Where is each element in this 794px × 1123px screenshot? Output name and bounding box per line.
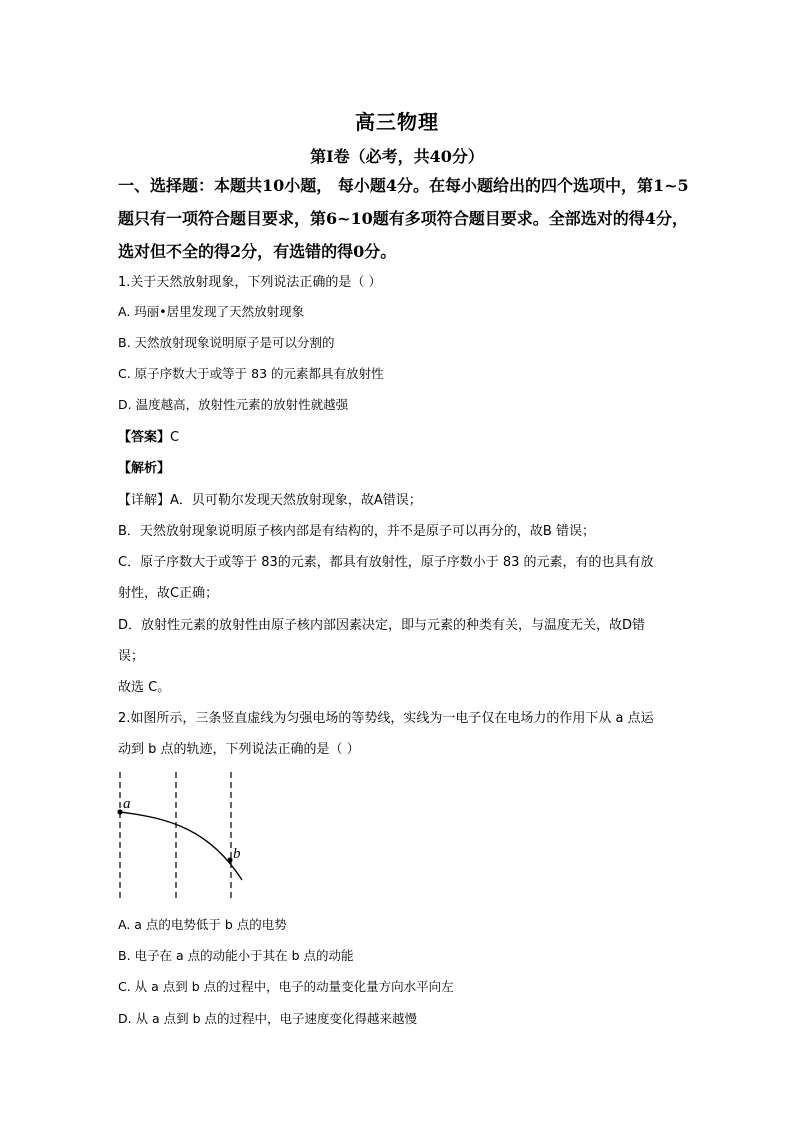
point-b-marker bbox=[227, 857, 232, 862]
question-2-option-a: A. a 点的电势低于 b 点的电势 bbox=[118, 917, 287, 932]
analysis-label: 【解析】 bbox=[118, 461, 171, 476]
section-instructions-line-1: 一、选择题：本题共10小题， 每小题4分。在每小题给出的四个选项中，第1~5 bbox=[118, 176, 689, 195]
question-1-detail-line: 误； bbox=[118, 649, 145, 664]
question-1-detail-line: 【详解】A．贝可勒尔发现天然放射现象，故A错误； bbox=[118, 493, 422, 508]
section-instructions-line-2: 题只有一项符合题目要求，第6~10题有多项符合题目要求。全部选对的得4分， bbox=[118, 209, 688, 228]
question-1-detail-line: B．天然放射现象说明原子核内部是有结构的，并不是原子可以再分的，故B 错误； bbox=[118, 524, 595, 539]
question-1-option-a: A. 玛丽•居里发现了天然放射现象 bbox=[118, 304, 305, 319]
question-2-option-d: D. 从 a 点到 b 点的过程中，电子速度变化得越来越慢 bbox=[118, 1011, 418, 1026]
page-subtitle: 第I卷（必考，共40分） bbox=[310, 147, 484, 166]
question-2-option-c: C. 从 a 点到 b 点的过程中，电子的动量变化量方向水平向左 bbox=[118, 979, 454, 994]
electric-field-figure bbox=[100, 768, 260, 904]
question-1-answer bbox=[118, 426, 179, 445]
answer-value: C bbox=[170, 430, 180, 445]
question-2-stem-line-2: 动到 b 点的轨迹，下列说法正确的是（ ） bbox=[118, 742, 360, 757]
question-1-option-b: B. 天然放射现象说明原子是可以分割的 bbox=[118, 335, 335, 350]
question-1-detail-line: C．原子序数大于或等于 83的元素，都具有放射性，原子序数小于 83 的元素，有的也具有放 bbox=[118, 555, 654, 570]
question-2-option-b: B. 电子在 a 点的动能小于其在 b 点的动能 bbox=[118, 948, 354, 963]
question-1-option-c: C. 原子序数大于或等于 83 的元素都具有放射性 bbox=[118, 366, 384, 381]
electron-trajectory bbox=[120, 812, 242, 880]
question-1-detail-line: 故选 C。 bbox=[118, 680, 171, 695]
page-title: 高三物理 bbox=[355, 110, 439, 134]
question-1-stem: 1.关于天然放射现象，下列说法正确的是（ ） bbox=[118, 275, 382, 290]
question-1-detail-line: 射性，故C正确； bbox=[118, 586, 219, 601]
point-b-label: b bbox=[233, 846, 241, 862]
question-1-detail-line: D．放射性元素的放射性由原子核内部因素决定，即与元素的种类有关，与温度无关，故D错 bbox=[118, 618, 646, 633]
section-instructions-line-3: 选对但不全的得2分，有选错的得0分。 bbox=[118, 242, 397, 261]
question-1-option-d: D. 温度越高，放射性元素的放射性就越强 bbox=[118, 397, 349, 412]
point-a-label: a bbox=[123, 796, 131, 812]
question-2-stem-line-1: 2.如图所示，三条竖直虚线为匀强电场的等势线，实线为一电子仅在电场力的作用下从 a 点运 bbox=[118, 711, 654, 726]
question-1-analysis-label bbox=[118, 457, 170, 476]
point-a-marker bbox=[117, 809, 122, 814]
answer-label: 【答案】 bbox=[118, 430, 171, 445]
